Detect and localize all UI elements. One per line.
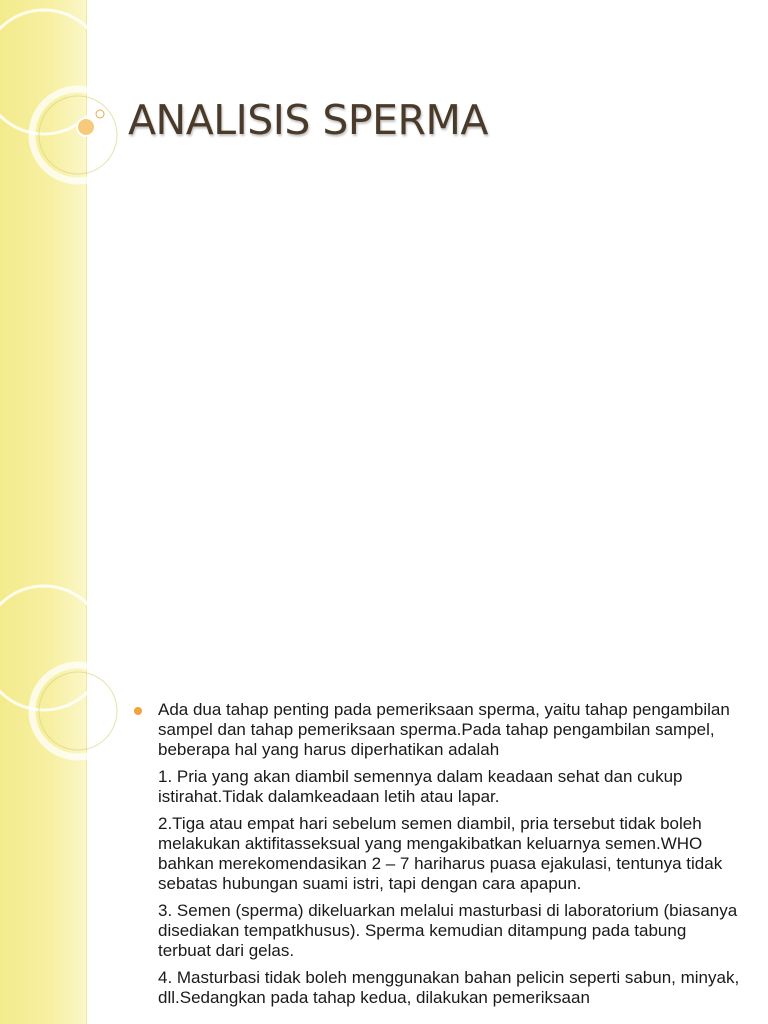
list-item: 2.Tiga atau empat hari sebelum semen diambil, pria tersebut tidak boleh melakukan aktifitasseksual yang mengakibatkan keluarnya semen.WHO bahkan merekomendasikan 2 – 7 hariharus puasa ejakulasi, tentunya tidak sebatas hubungan suami istri, tapi dengan cara apapun. xyxy=(158,814,723,893)
slide-content xyxy=(0,576,768,1024)
bullet-item xyxy=(158,700,740,760)
body-text xyxy=(158,700,740,1015)
list-item: 1. Pria yang akan diambil semennya dalam keadaan sehat dan cukup istirahat.Tidak dalamkeadaan letih atau lapar. xyxy=(158,767,683,806)
bullet-text: Ada dua tahap penting pada pemeriksaan sperma, yaitu tahap pengambilan sampel dan tahap pemeriksaan sperma.Pada tahap pengambilan sampel, beberapa hal yang harus diperhatikan adalah xyxy=(158,700,730,759)
decorative-rings-icon xyxy=(0,0,130,576)
slide-title-text: ANALISIS SPERMA xyxy=(128,96,488,144)
list-item: 3. Semen (sperma) dikeluarkan melalui masturbasi di laboratorium (biasanya disediakan tempatkhusus). Sperma kemudian ditampung pada tabung terbuat dari gelas. xyxy=(158,901,738,960)
list-item: 4. Masturbasi tidak boleh menggunakan bahan pelicin seperti sabun, minyak, dll.Sedangkan pada tahap kedua, dilakukan pemeriksaan xyxy=(158,968,740,1007)
bullet-dot-icon xyxy=(134,707,142,715)
decorative-rings-icon xyxy=(0,576,130,1024)
